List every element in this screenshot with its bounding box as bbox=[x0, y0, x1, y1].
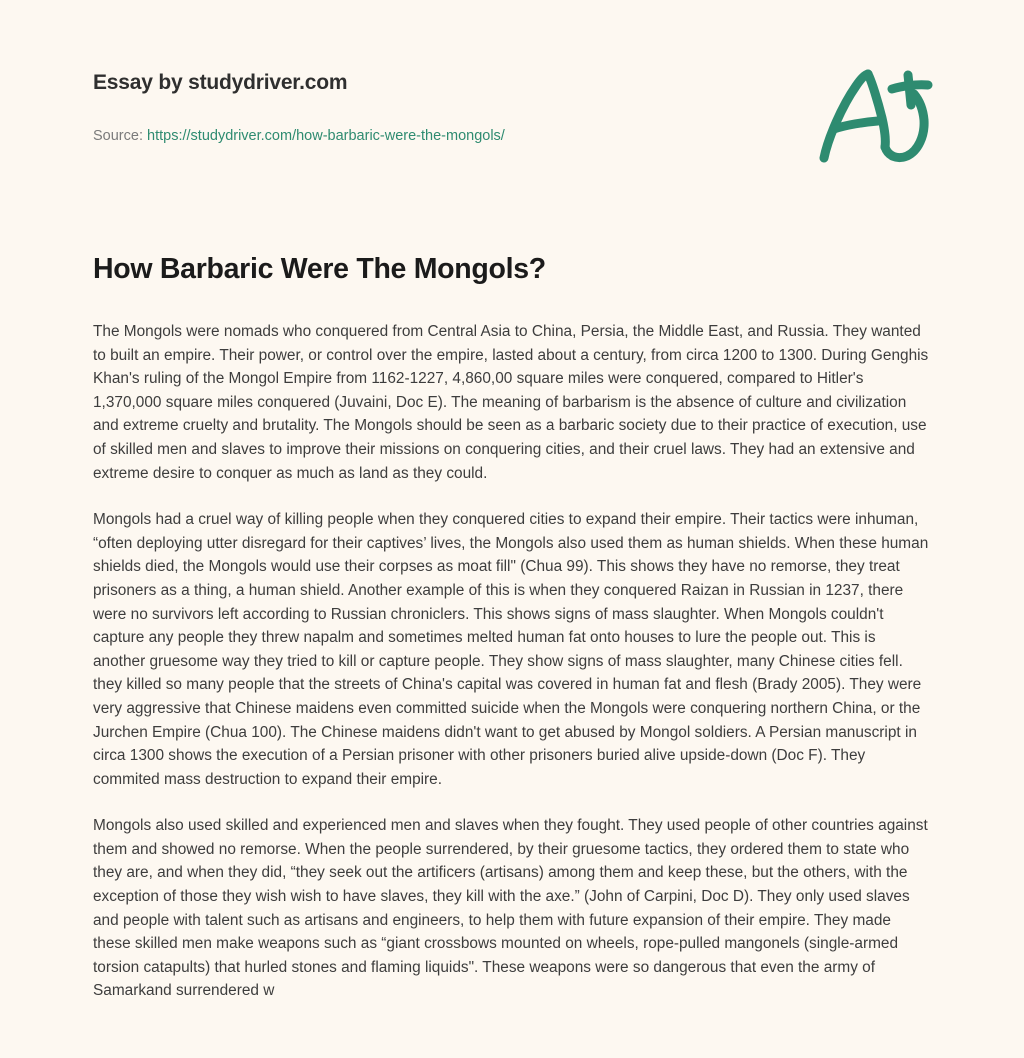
a-plus-logo-icon bbox=[812, 62, 936, 166]
source-line bbox=[93, 128, 505, 144]
article-body bbox=[93, 320, 931, 1003]
page-header bbox=[0, 0, 1024, 200]
page-title: How Barbaric Were The Mongols? bbox=[93, 253, 546, 285]
a-plus-logo[interactable] bbox=[812, 62, 936, 166]
brand-byline: Essay by studydriver.com bbox=[93, 71, 348, 94]
article bbox=[93, 252, 931, 1003]
article-paragraph: Mongols also used skilled and experienced men and slaves when they fought. They used people of other countries against them and showed no remorse. When the people surrendered, by their gruesome tactics, they ordered them to state who they are, and when they did, “they seek out the artificers (artisans) among them and keep these, but the others, with the exception of those they wish wish to have slaves, they kill with the axe.” (John of Carpini, Doc D). They only used slaves and people with talent such as artisans and engineers, to help them with future expansion of their empire. They made these skilled men make weapons such as “giant crossbows mounted on wheels, rope-pulled mangonels (single-armed torsion catapults) that hurled stones and flaming liquids". These weapons were so dangerous that even the army of Samarkand surrendered w bbox=[93, 817, 928, 1000]
article-paragraph: The Mongols were nomads who conquered from Central Asia to China, Persia, the Middle East, and Russia. They wanted to built an empire. Their power, or control over the empire, lasted about a century, from circa 1200 to 1300. During Genghis Khan's ruling of the Mongol Empire from 1162-1227, 4,860,00 square miles were conquered, compared to Hitler's 1,370,000 square miles conquered (Juvaini, Doc E). The meaning of barbarism is the absence of culture and civilization and extreme cruelty and brutality. The Mongols should be seen as a barbaric society due to their practice of execution, use of skilled men and slaves to improve their missions on conquering cities, and their cruel laws. They had an extensive and extreme desire to conquer as much as land as they could. bbox=[93, 323, 929, 482]
source-label: Source: bbox=[93, 128, 143, 144]
article-paragraph: Mongols had a cruel way of killing people when they conquered cities to expand their empire. Their tactics were inhuman, “often deploying utter disregard for their captives’ lives, the Mongols also used them as human shields. When these human shields died, the Mongols would use their corpses as moat fill" (Chua 99). This shows they have no remorse, they treat prisoners as a thing, a human shield. Another example of this is when they conquered Raizan in Russian in 1237, there were no survivors left according to Russian chroniclers. This shows signs of mass slaughter. When Mongols couldn't capture any people they threw napalm and sometimes melted human fat onto houses to lure the people out. This is another gruesome way they tried to kill or capture people. They show signs of mass slaughter, many Chinese cities fell. they killed so many people that the streets of China's capital was covered in human fat and flesh (Brady 2005). They were very aggressive that Chinese maidens even committed suicide when the Mongols were conquering northern China, or the Jurchen Empire (Chua 100). The Chinese maidens didn't want to get abused by Mongol soldiers. A Persian manuscript in circa 1300 shows the execution of a Persian prisoner with other prisoners buried alive upside-down (Doc F). They commited mass destruction to expand their empire. bbox=[93, 511, 929, 788]
source-url-link[interactable]: https://studydriver.com/how-barbaric-were-the-mongols/ bbox=[147, 128, 505, 144]
